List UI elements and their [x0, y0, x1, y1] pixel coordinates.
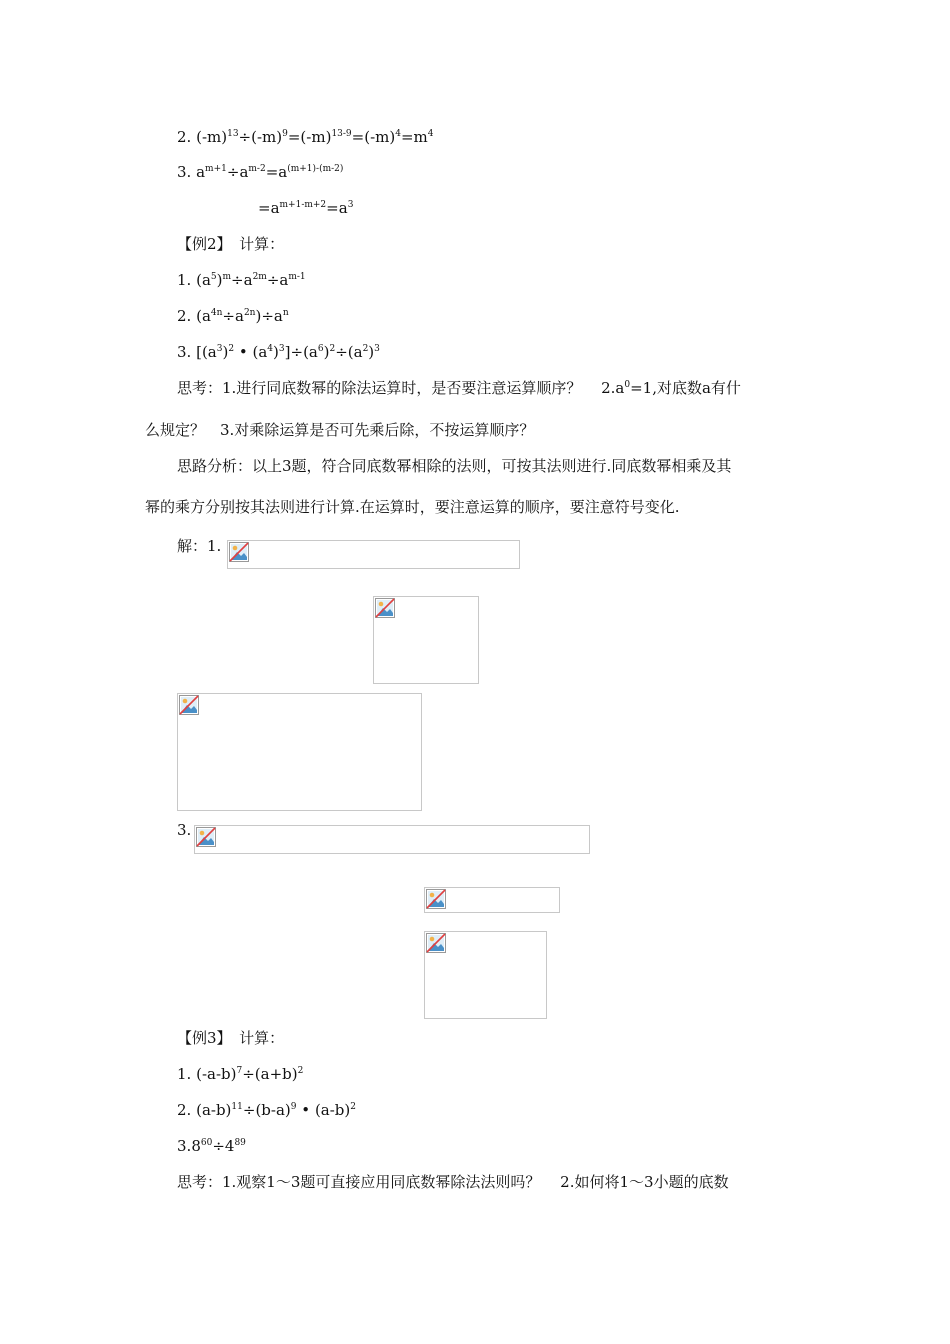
broken-image-icon — [426, 889, 446, 909]
solution-image-5 — [424, 887, 560, 913]
ex2-analysis-line-1: 思路分析：以上3题，符合同底数幂相除的法则，可按其法则进行.同底数幂相乘及其 — [177, 457, 732, 475]
ex3-problem-3: $3.8^{60}\div 4^{89}$ — [177, 1137, 246, 1155]
broken-image-icon — [196, 827, 216, 847]
ex3-problem-2: 2. $(a-b)^{11}\div(b-a)^9$ • $(a-b)^2$ — [177, 1101, 356, 1119]
ex2-think-line-2: 么规定？ 3.对乘除运算是否可先乘后除，不按运算顺序？ — [145, 421, 535, 439]
broken-image-icon — [375, 598, 395, 618]
broken-image-icon — [229, 542, 249, 562]
solution-image-1 — [227, 540, 520, 569]
solution-image-3 — [177, 693, 422, 811]
solution-image-4 — [194, 825, 590, 854]
ex2-problem-1: 1. $(a^5)^m\div a^{2m}\div a^{m-1}$ — [177, 271, 306, 289]
ex2-think-line-1: 思考：1.进行同底数幂的除法运算时，是否要注意运算顺序？ $2.a^0=1$,对底数a有什 — [177, 379, 741, 397]
ex2-title: 【例2】 — [177, 235, 225, 253]
solution-3-label: 3. — [177, 821, 192, 839]
ex3-task: 计算： — [239, 1029, 285, 1047]
ex2-task: 计算： — [239, 235, 285, 253]
ex1-line-3: 3. $a^{m+1}\div a^{m-2}=a^{(m+1)-(m-2)}$ — [177, 163, 344, 181]
ex2-problem-3: 3. [$(a^3)^2$ • $(a^4)^3]\div(a^6)^2\div(a^2)^3$ — [177, 343, 380, 361]
ex3-problem-1: 1. $(-a-b)^7\div(a+b)^2$ — [177, 1065, 304, 1083]
ex3-title: 【例3】 — [177, 1029, 225, 1047]
solution-image-2 — [373, 596, 479, 684]
broken-image-icon — [179, 695, 199, 715]
ex2-heading — [177, 234, 284, 254]
solution-label: 解：1. — [177, 537, 222, 555]
ex2-analysis-line-2: 幂的乘方分别按其法则进行计算.在运算时，要注意运算的顺序，要注意符号变化. — [145, 498, 680, 516]
ex1-line-4: $=a^{m+1-m+2}=a^3$ — [258, 199, 354, 217]
ex3-think: 思考：1.观察1～3题可直接应用同底数幂除法法则吗？ 2.如何将1～3小题的底数 — [177, 1173, 729, 1191]
solution-image-6 — [424, 931, 547, 1019]
ex1-line-2: 2. $(-m)^{13}\div(-m)^9=(-m)^{13-9}=(-m)^4=m^4$ — [177, 128, 434, 146]
ex3-heading — [177, 1028, 284, 1048]
broken-image-icon — [426, 933, 446, 953]
ex2-problem-2: 2. $(a^{4n}\div a^{2n})\div a^n$ — [177, 307, 289, 325]
